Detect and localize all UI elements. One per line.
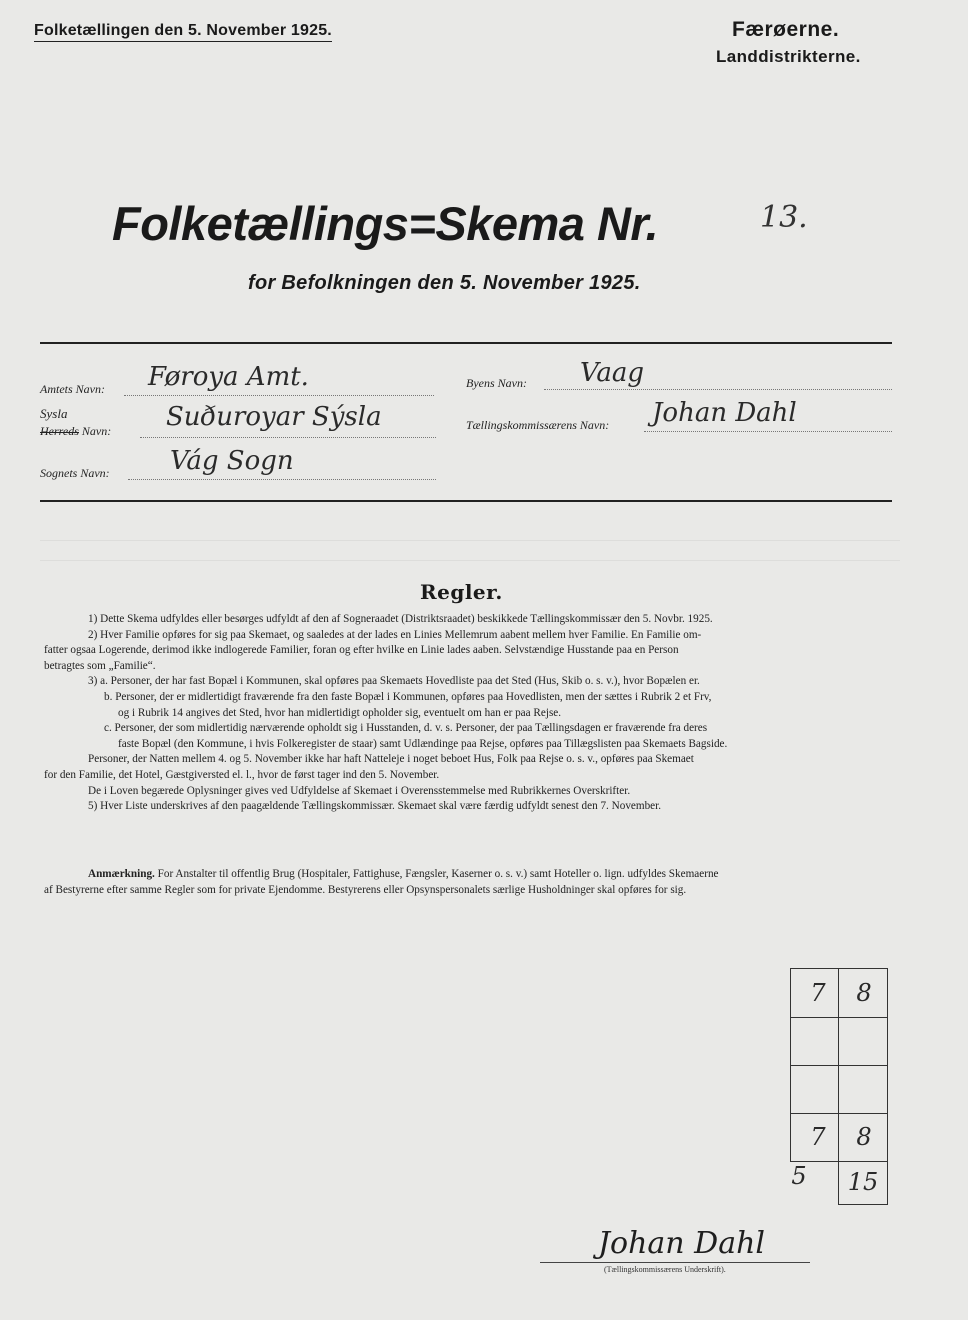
rule-line: for den Familie, det Hotel, Gæstgiversted el. l., hvor de først tager ind den 5. November. xyxy=(44,768,440,781)
tally-below-left: 5 xyxy=(791,1162,807,1190)
signature: Johan Dahl xyxy=(598,1226,766,1261)
rules-title: Regler. xyxy=(420,580,503,604)
kommissaer-line xyxy=(644,431,892,432)
rule-line: Personer, der Natten mellem 4. og 5. November ikke har haft Natteleje i noget beboet Hus, Folk paa Rejse o. s. v., opføres paa Skemaet xyxy=(88,753,694,766)
tally-below-right: 15 xyxy=(847,1168,879,1196)
rule-line: og i Rubrik 14 angives det Sted, hvor han midlertidigt opholder sig, eventuelt om han er paa Rejse. xyxy=(118,706,562,719)
form-subtitle: for Befolkningen den 5. November 1925. xyxy=(248,272,641,294)
tally-row-line xyxy=(791,1017,887,1018)
top-divider xyxy=(40,342,892,344)
by-line xyxy=(544,389,892,390)
signature-line xyxy=(540,1262,810,1263)
tally-row-line xyxy=(791,1065,887,1066)
tally-box xyxy=(790,968,888,1162)
rule-line: 5) Hver Liste underskrives af den paagældende Tællingskommissær. Skemaet skal være færdig udfyldt senest den 7. November. xyxy=(88,800,662,813)
sogn-line xyxy=(128,479,436,480)
note-text xyxy=(44,866,900,898)
kommissaer-value: Johan Dahl xyxy=(652,398,797,428)
tally-row-line xyxy=(791,1113,887,1114)
rule-line: 1) Dette Skema udfyldes eller besørges udfyldt af den af Sogneraadet (Distriktsraadet) beskikkede Tællingskommissær den 5. Novbr. 1925. xyxy=(88,613,713,625)
tally-r4-left: 7 xyxy=(810,1123,826,1151)
sogn-value: Vág Sogn xyxy=(170,446,294,476)
rule-line: b. Personer, der er midlertidigt fraværende fra den faste Bopæl i Kommunen, opføres paa Hovedlisten, men der sættes i Rubrik 2 et Frv, xyxy=(104,690,712,703)
rule-line: c. Personer, der som midlertidig nærværende opholdt sig i Husstanden, d. v. s. Personer, der paa Tællingsdagen er fraværende fra deres xyxy=(104,722,708,735)
form-number: 13. xyxy=(760,200,808,235)
tally-r4-right: 8 xyxy=(856,1123,872,1151)
sysla-value: Suðuroyar Sýsla xyxy=(166,402,382,432)
amt-label: Amtets Navn: xyxy=(40,382,105,396)
herreds-struck-word: Herreds xyxy=(40,424,79,438)
rule-line: De i Loven begærede Oplysninger gives ved Udfyldelse af Skemaet i Overensstemmelse med Rubrikkernes Overskrifter. xyxy=(88,784,631,797)
rules-text xyxy=(44,612,900,815)
by-label: Byens Navn: xyxy=(466,376,527,390)
bleed-through-line xyxy=(40,540,900,541)
by-value: Vaag xyxy=(580,358,645,388)
form-title: Folketællings=Skema Nr. xyxy=(112,197,659,250)
amt-line xyxy=(124,395,434,396)
kommissaer-label: Tællingskommissærens Navn: xyxy=(466,418,610,432)
amt-value: Føroya Amt. xyxy=(148,362,309,392)
note-label: Anmærkning. xyxy=(88,868,155,880)
rule-line: faste Bopæl (den Kommune, i hvis Folkeregister de staar) samt Udlændinge paa Rejse, opføres paa Tillægslisten paa Skemaets Bagside. xyxy=(118,737,728,750)
rule-line: 2) Hver Familie opføres for sig paa Skemaet, og saaledes at der lades en Linies Mellemrum aabent mellem hver Familie. En Familie om- xyxy=(88,628,702,641)
rule-line: betragtes som „Familie“. xyxy=(44,659,156,672)
note-line xyxy=(44,866,900,882)
note-line-2: af Bestyrerne efter samme Regler som for private Ejendomme. Bestyrerens eller Opsynspersonalets særlige Husholdninger skal opføres for sig. xyxy=(44,884,687,896)
rule-line: 3) a. Personer, der har fast Bopæl i Kommunen, skal opføres paa Skemaets Hovedliste paa det Sted (Hus, Skib o. s. v.), hvor Bopælen er. xyxy=(88,675,700,688)
sogn-label: Sognets Navn: xyxy=(40,466,110,480)
tally-r1-right: 8 xyxy=(856,979,872,1007)
sysla-line xyxy=(140,437,436,438)
sysla-label-new: Sysla xyxy=(40,406,68,421)
signature-caption: (Tællingskommissærens Underskrift). xyxy=(604,1265,726,1274)
sysla-label xyxy=(40,424,111,439)
bleed-through-line xyxy=(40,560,900,561)
rule-line: fatter ogsaa Logerende, derimod ikke indlogerede Familier, foran og efter hvilke en Linie lades aaben. Selvstændige Husstande paa en Person xyxy=(44,644,679,657)
region-header: Færøerne. xyxy=(732,18,840,41)
census-date-header: Folketællingen den 5. November 1925. xyxy=(34,22,332,42)
district-type-header: Landdistrikterne. xyxy=(716,47,861,66)
sysla-label-suffix: Navn: xyxy=(81,424,112,438)
tally-r1-left: 7 xyxy=(810,979,826,1007)
note-line-1: For Anstalter til offentlig Brug (Hospitaler, Fattighuse, Fængsler, Kaserner o. s. v.) samt Hoteller o. lign. udfyldes Skemaerne xyxy=(157,868,719,880)
bottom-divider xyxy=(40,500,892,502)
